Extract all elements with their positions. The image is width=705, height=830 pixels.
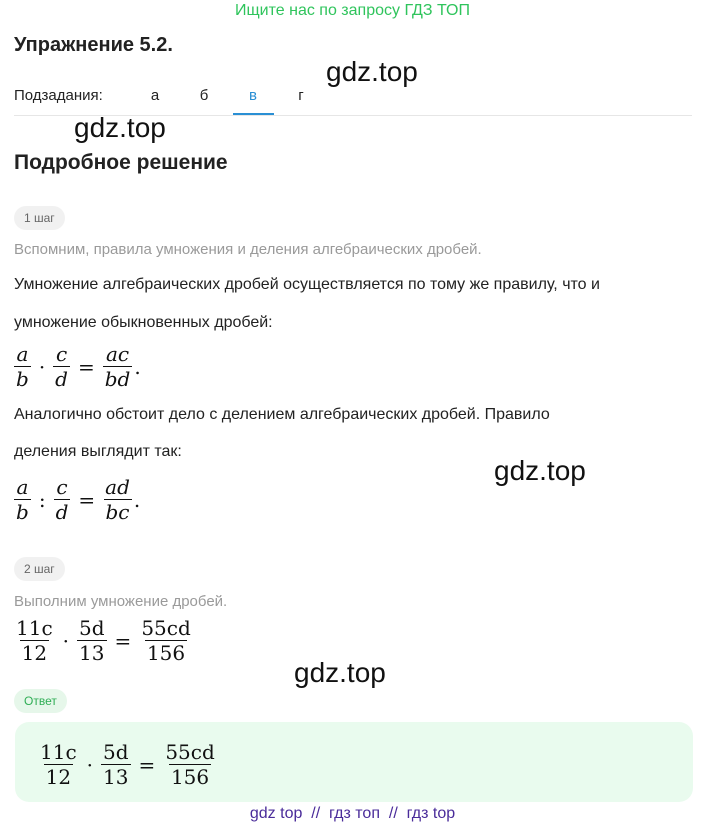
dot-operator: · bbox=[62, 628, 70, 653]
numerator: 11c bbox=[16, 616, 53, 640]
paragraph-line: Аналогично обстоит дело с делением алгебраических дробей. Правило bbox=[14, 406, 550, 423]
answer-badge: Ответ bbox=[14, 689, 67, 713]
dot-operator: · bbox=[86, 752, 94, 777]
paragraph-line: деления выглядит так: bbox=[14, 443, 182, 460]
numerator: 5d bbox=[79, 616, 105, 640]
denominator: 12 bbox=[21, 641, 48, 665]
search-banner: Ищите нас по запросу ГДЗ ТОП bbox=[235, 2, 470, 19]
section-title: Подробное решение bbox=[14, 151, 228, 174]
denominator: 13 bbox=[79, 641, 105, 665]
formula-multiplication-rule bbox=[12, 342, 141, 391]
step-hint: Вспомним, правила умножения и деления алгебраических дробей. bbox=[14, 241, 482, 258]
denominator: d bbox=[55, 500, 69, 524]
equals-sign: = bbox=[114, 628, 132, 653]
denominator: b bbox=[16, 367, 29, 391]
period: . bbox=[133, 487, 141, 512]
equals-sign: = bbox=[138, 752, 156, 777]
paragraph-line: умножение обыкновенных дробей: bbox=[14, 314, 273, 331]
watermark: gdz.top bbox=[294, 657, 386, 688]
denominator: bc bbox=[105, 500, 130, 524]
numerator: c bbox=[56, 475, 68, 499]
denominator: d bbox=[55, 367, 68, 391]
period: . bbox=[134, 354, 141, 379]
numerator: c bbox=[55, 342, 68, 366]
numerator: a bbox=[16, 475, 29, 499]
denominator: 12 bbox=[45, 765, 72, 789]
watermark: gdz.top bbox=[74, 112, 166, 143]
paragraph-line: Умножение алгебраических дробей осуществляется по тому же правилу, что и bbox=[14, 276, 600, 293]
tab-b[interactable]: б bbox=[199, 87, 209, 104]
numerator: ad bbox=[105, 475, 130, 499]
numerator: ac bbox=[105, 342, 130, 366]
equals-sign: = bbox=[78, 487, 96, 512]
formula-step2 bbox=[12, 616, 195, 665]
numerator: a bbox=[16, 342, 29, 366]
denominator: b bbox=[16, 500, 29, 524]
step-badge: 1 шаг bbox=[14, 206, 65, 230]
denominator: 156 bbox=[146, 641, 186, 665]
denominator: 13 bbox=[103, 765, 129, 789]
footer-links: gdz top // гдз топ // гдз top bbox=[249, 805, 456, 822]
watermark: gdz.top bbox=[326, 56, 418, 87]
numerator: 55cd bbox=[141, 616, 191, 640]
page-title: Упражнение 5.2. bbox=[14, 34, 173, 56]
tab-g[interactable]: г bbox=[298, 87, 304, 104]
denominator: 156 bbox=[170, 765, 210, 789]
numerator: 5d bbox=[103, 740, 129, 764]
step-hint: Выполним умножение дробей. bbox=[14, 593, 228, 610]
numerator: 11c bbox=[40, 740, 77, 764]
numerator: 55cd bbox=[165, 740, 215, 764]
colon-operator: : bbox=[38, 487, 46, 512]
step-badge: 2 шаг bbox=[14, 557, 65, 581]
subtasks-label: Подзадания: bbox=[14, 87, 103, 104]
denominator: bd bbox=[104, 367, 131, 391]
tab-a[interactable]: а bbox=[150, 87, 160, 104]
answer-formula bbox=[36, 740, 219, 789]
formula-division-rule bbox=[12, 475, 140, 524]
equals-sign: = bbox=[77, 354, 95, 379]
watermark: gdz.top bbox=[494, 455, 586, 486]
tab-v[interactable]: в bbox=[249, 87, 257, 104]
dot-operator: · bbox=[38, 354, 46, 379]
